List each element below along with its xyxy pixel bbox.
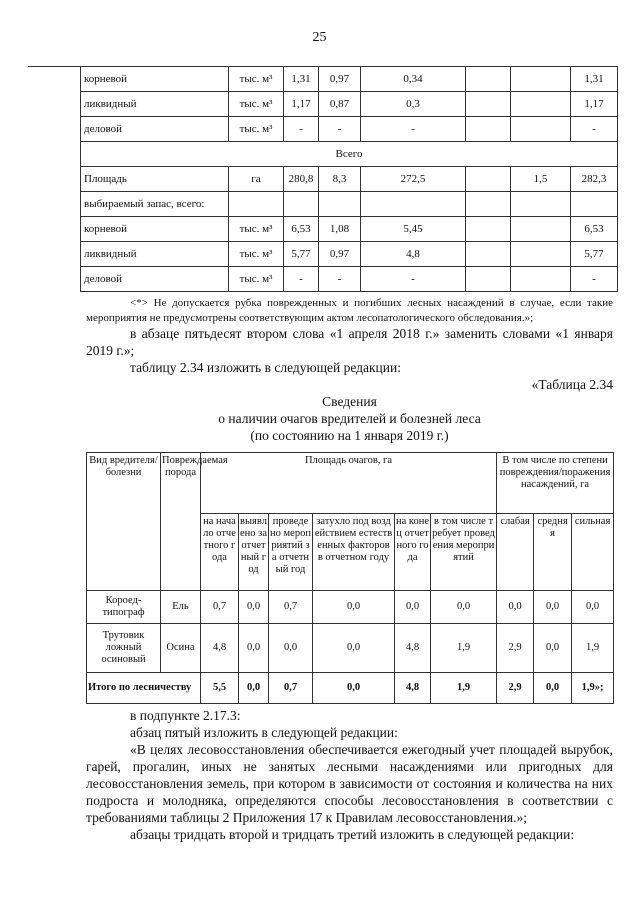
table-cell: В том числе по степени повреждения/поражения насаждений, га (497, 453, 614, 514)
table-cell (466, 242, 511, 267)
table-cell (511, 217, 571, 242)
paragraph: абзацы тридцать второй и тридцать третий изложить в следующей редакции: (130, 827, 575, 842)
table-cell: 5,5 (201, 673, 239, 704)
table-cell: корневой (81, 67, 229, 92)
table-row (87, 591, 614, 624)
table-cell: 1,5 (511, 167, 571, 192)
table-row (81, 217, 618, 242)
table-pest-foci (86, 452, 614, 704)
table-cell: 1,08 (319, 217, 361, 242)
table-row (81, 92, 618, 117)
table-cell (284, 192, 319, 217)
table-cell: - (361, 267, 466, 292)
paragraph: в подпункте 2.17.3: (130, 708, 241, 723)
table-cell: 272,5 (361, 167, 466, 192)
table-cell: Осина (161, 624, 201, 673)
table-row (81, 192, 618, 217)
table-cell: 0,0 (534, 624, 572, 673)
table-cell: 1,17 (571, 92, 618, 117)
table-cell: Ель (161, 591, 201, 624)
table-cell: - (284, 117, 319, 142)
table-row (81, 67, 618, 92)
table-cell: 282,3 (571, 167, 618, 192)
table-cell: 0,0 (534, 591, 572, 624)
table-logging-volumes (80, 66, 618, 292)
footnote: <*> Не допускается рубка поврежденных и погибших лесных насаждений в случае, если такие мероприятия не предусмотрены соответствующим актом лесопатологического обследования.»; (86, 297, 613, 324)
table-cell: корневой (81, 217, 229, 242)
table-cell: 0,0 (239, 624, 269, 673)
table-cell (511, 242, 571, 267)
table-cell (511, 92, 571, 117)
table-cell (466, 167, 511, 192)
table-cell: Вид вредителя/ болезни (87, 453, 161, 591)
table-cell (466, 192, 511, 217)
table-cell: - (319, 267, 361, 292)
table-cell: Трутовик ложный осиновый (87, 624, 161, 673)
table-cell: затухло под воздействием естественных факторов в отчетном году (313, 514, 395, 591)
table-title: Сведения (322, 394, 377, 409)
table-cell: тыс. м³ (229, 267, 284, 292)
table-cell: в том числе требует проведения мероприятий (431, 514, 497, 591)
table-cell: 1,9»; (572, 673, 614, 704)
table-label: «Таблица 2.34 (531, 377, 613, 392)
table-cell: 0,0 (239, 591, 269, 624)
table-cell: 0,0 (534, 673, 572, 704)
table-cell: слабая (497, 514, 534, 591)
table-cell: на начало отчетного года (201, 514, 239, 591)
paragraph: абзац пятый изложить в следующей редакции: (130, 725, 398, 740)
table-cell: сильная (572, 514, 614, 591)
table-cell: 6,53 (284, 217, 319, 242)
table-cell: 0,3 (361, 92, 466, 117)
table-cell: 5,45 (361, 217, 466, 242)
table-cell: выбираемый запас, всего: (81, 192, 229, 217)
total-heading: Всего (81, 142, 618, 167)
table-cell: 0,7 (269, 673, 313, 704)
table-cell (511, 67, 571, 92)
table-row (81, 242, 618, 267)
table-cell: 0,0 (269, 624, 313, 673)
paragraph: «В целях лесовосстановления обеспечивается ежегодный учет площадей вырубок, гарей, прогалин, иных не занятых лесными насаждениями или пригодных для лесовосстановления земель, при котором в зависимости от состояния и количества на них подроста и молодняка, определяются способы лесовосстановления в соответствии с требованиями таблицы 2 Приложения 17 к Правилам лесовосстановления.»; (86, 742, 613, 825)
table-row (87, 624, 614, 673)
table-cell: 1,17 (284, 92, 319, 117)
table-cell (511, 267, 571, 292)
table-cell: 0,0 (395, 591, 431, 624)
table-cell (466, 117, 511, 142)
table-row (81, 142, 618, 167)
page-number: 25 (312, 30, 327, 45)
table-cell (229, 192, 284, 217)
table-cell: Итого по лесничеству (87, 673, 201, 704)
table-cell: - (284, 267, 319, 292)
table-cell: 0,0 (572, 591, 614, 624)
table-cell: 4,8 (361, 242, 466, 267)
table-cell: 1,31 (571, 67, 618, 92)
table-cell: ликвидный (81, 92, 229, 117)
table-cell: 8,3 (319, 167, 361, 192)
table-cell: 2,9 (497, 673, 534, 704)
table-cell: 5,77 (284, 242, 319, 267)
table-cell (466, 217, 511, 242)
table-cell (361, 192, 466, 217)
table-stub-line (28, 66, 81, 67)
table-cell (511, 117, 571, 142)
table-cell: - (571, 117, 618, 142)
table-cell (466, 92, 511, 117)
table-cell: Повреждаемая порода (161, 453, 201, 591)
table-cell: 1,31 (284, 67, 319, 92)
table-cell (466, 67, 511, 92)
table-cell (571, 192, 618, 217)
table-cell: 4,8 (201, 624, 239, 673)
table-cell: ликвидный (81, 242, 229, 267)
table-cell: выявлено за отчетный год (239, 514, 269, 591)
table-row (81, 267, 618, 292)
table-cell: тыс. м³ (229, 67, 284, 92)
table-header-row (87, 453, 614, 514)
table-cell: Короед-типограф (87, 591, 161, 624)
table-cell: га (229, 167, 284, 192)
table-cell: 280,8 (284, 167, 319, 192)
table-cell: 0,0 (431, 591, 497, 624)
table-cell: 5,77 (571, 242, 618, 267)
table-cell: 4,8 (395, 673, 431, 704)
table-cell: 0,34 (361, 67, 466, 92)
table-cell: на конец отчетного года (395, 514, 431, 591)
table-row (81, 117, 618, 142)
table-cell: 0,7 (201, 591, 239, 624)
table-cell: - (361, 117, 466, 142)
table-cell: деловой (81, 117, 229, 142)
table-cell: 0,97 (319, 67, 361, 92)
table-cell: 0,0 (239, 673, 269, 704)
table-row (81, 167, 618, 192)
table-date: (по состоянию на 1 января 2019 г.) (250, 428, 449, 443)
table-cell (511, 192, 571, 217)
table-cell: 1,9 (572, 624, 614, 673)
table-cell: 0,7 (269, 591, 313, 624)
table-cell: 2,9 (497, 624, 534, 673)
table-cell: проведено мероприятий за отчетный год (269, 514, 313, 591)
table-cell: Площадь (81, 167, 229, 192)
table-cell: - (319, 117, 361, 142)
table-cell (319, 192, 361, 217)
table-cell: 0,97 (319, 242, 361, 267)
table-total-row (87, 673, 614, 704)
table-cell: 0,0 (313, 673, 395, 704)
table-cell: тыс. м³ (229, 117, 284, 142)
table-cell: 6,53 (571, 217, 618, 242)
table-cell: - (571, 267, 618, 292)
table-cell: 0,87 (319, 92, 361, 117)
table-cell: средняя (534, 514, 572, 591)
table-cell: 0,0 (497, 591, 534, 624)
table-cell: 0,0 (313, 591, 395, 624)
table-cell: Площадь очагов, га (201, 453, 497, 514)
table-cell: 1,9 (431, 624, 497, 673)
table-cell: 1,9 (431, 673, 497, 704)
table-cell: тыс. м³ (229, 242, 284, 267)
table-cell: тыс. м³ (229, 217, 284, 242)
table-cell: 4,8 (395, 624, 431, 673)
table-cell: тыс. м³ (229, 92, 284, 117)
table-cell: деловой (81, 267, 229, 292)
paragraph: таблицу 2.34 изложить в следующей редакции: (130, 360, 401, 375)
table-cell: 0,0 (313, 624, 395, 673)
paragraph: в абзаце пятьдесят втором слова «1 апреля 2018 г.» заменить словами «1 января 2019 г.»; (86, 326, 613, 358)
table-subtitle: о наличии очагов вредителей и болезней леса (218, 411, 481, 426)
table-cell (466, 267, 511, 292)
